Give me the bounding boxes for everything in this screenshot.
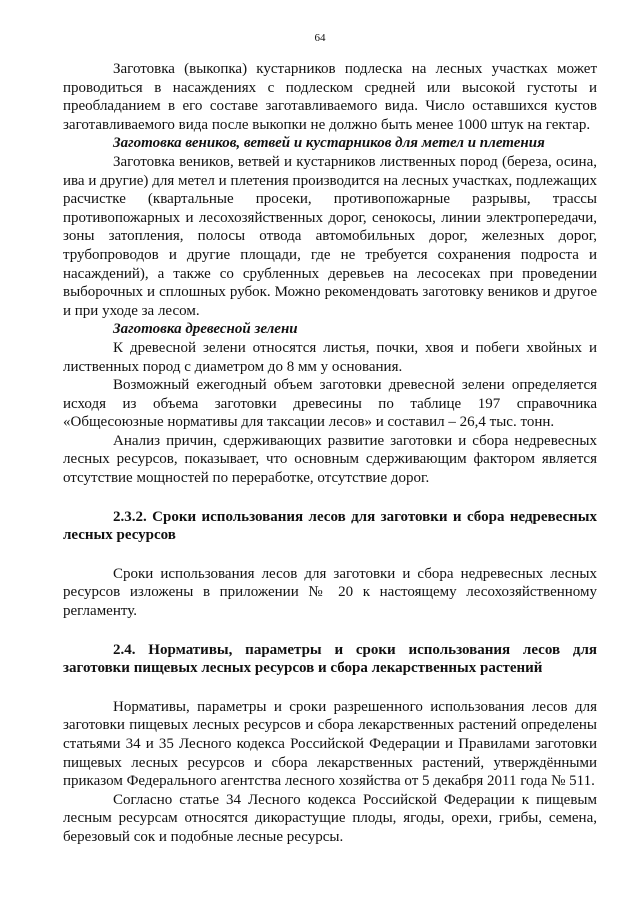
paragraph-norms: Нормативы, параметры и сроки разрешенного использования лесов для заготовки пищевых лесных ресурсов и сбора лекарственных растений определены статьями 34 и 35 Лесного кодекса Российской Федерации и Правилами заготовки пищевых лесных ресурсов и сбора лекарственных растений, утверждёнными приказом Федерального агентства лесного хозяйства от 5 декабря 2011 года № 511. [63,698,597,790]
paragraph-analysis: Анализ причин, сдерживающих развитие заготовки и сбора недревесных лесных ресурсов, показывает, что основным сдерживающим фактором является отсутствие мощностей по переработке, отсутствие дорог. [63,432,597,487]
page-number: 64 [314,32,326,44]
paragraph-greenery-definition: К древесной зелени относятся листья, почки, хвоя и побеги хвойных и лиственных пород с диаметром до 8 мм у основания. [63,339,597,375]
paragraph-food-resources: Согласно статье 34 Лесного кодекса Российской Федерации к пищевым лесным ресурсам относятся дикорастущие плоды, ягоды, орехи, грибы, семена, березовый сок и подобные лесные ресурсы. [63,791,597,845]
paragraph-shrub-digging: Заготовка (выкопка) кустарников подлеска на лесных участках может проводиться в насаждениях с подлеском средней или высокой густоты и преобладанием в его составе заготавливаемого вида. Число оставшихся кустов заготавливаемого вида после выкопки не должно быть менее 1000 штук на гектар. [63,61,597,133]
paragraph-greenery-volume: Возможный ежегодный объем заготовки древесной зелени определяется исходя из объема заготовки древесины по таблице 197 справочника «Общесоюзные нормативы для таксации лесов» и составил – 26,4 тыс. тонн. [63,377,597,431]
section-heading-2-3-2: 2.3.2. Сроки использования лесов для заготовки и сбора недревесных лесных ресурсов [63,508,597,544]
subheading-brooms: Заготовка веников, ветвей и кустарников для метел и плетения [113,135,545,152]
paragraph-terms: Сроки использования лесов для заготовки и сбора недревесных лесных ресурсов изложены в приложении № 20 к настоящему лесохозяйственному регламенту. [63,565,597,620]
document-body [63,60,597,847]
paragraph-brooms: Заготовка веников, ветвей и кустарников лиственных пород (береза, осина, ива и другие) для метел и плетения производится на лесных участках, подлежащих расчистке (квартальные просеки, противопожарные разрывы, трассы противопожарных и лесохозяйственных дорог, сенокосы, линии электропередачи, зоны затопления, полосы отвода автомобильных дорог, железных дорог, трубопроводов и другие площади, где не требуется сохранения подроста и насаждений), а также со срубленных деревьев на лесосеках при проведении выборочных и сплошных рубок. Можно рекомендовать заготовку веников и другое и при уходе за лесом. [63,153,597,319]
section-heading-2-4: 2.4. Нормативы, параметры и сроки использования лесов для заготовки пищевых лесных ресурсов и сбора лекарственных растений [63,641,597,677]
subheading-greenery: Заготовка древесной зелени [113,321,298,338]
